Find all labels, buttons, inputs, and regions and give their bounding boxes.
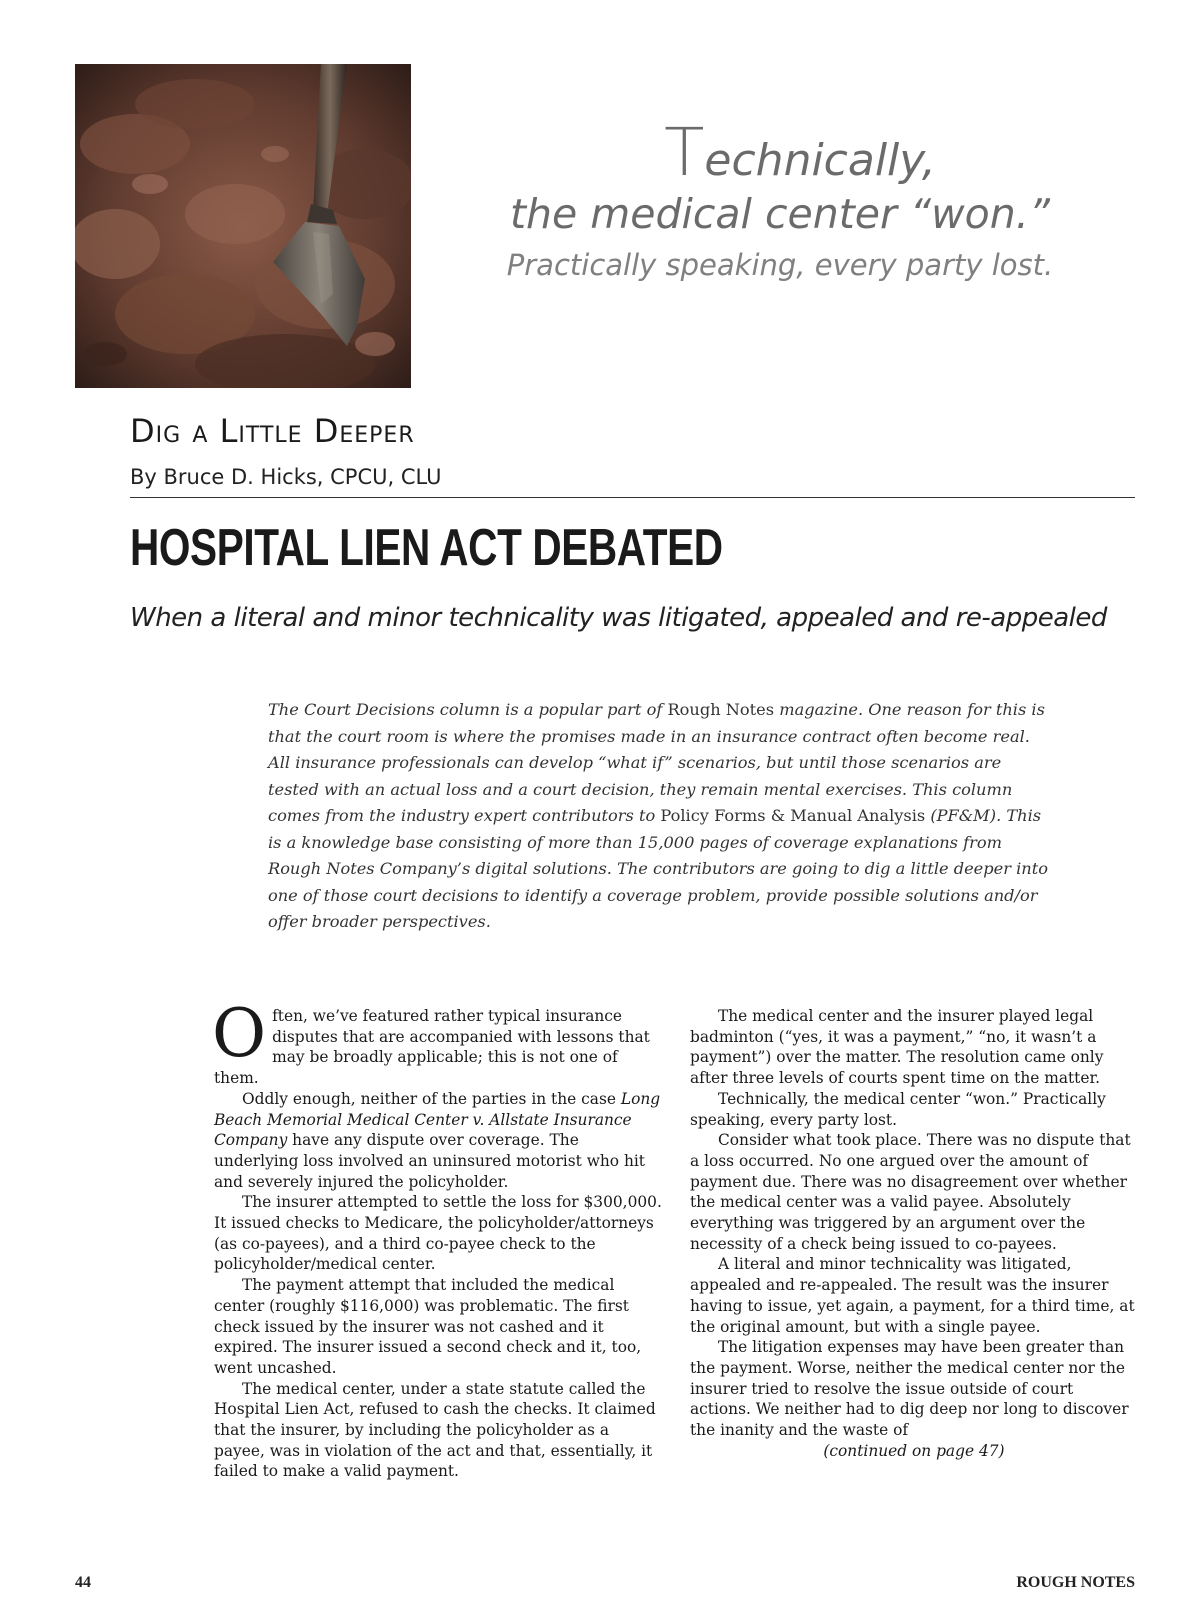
body-paragraph: The payment attempt that included the medical center (roughly $116,000) was problematic. The first check issued by the insurer was not cashed and it expired. The insurer issued a second check and it, too, went uncashed. xyxy=(214,1276,642,1377)
body-column-left xyxy=(212,995,662,1482)
deck-subheading: When a literal and minor technicality was litigated, appealed and re-appealed xyxy=(130,603,1107,633)
body-paragraph xyxy=(214,1089,662,1193)
body-paragraph: The insurer attempted to settle the loss for $300,000. It issued checks to Medicare, the policyholder/attorneys (as co-payees), and a third co-payee check to the policyholder/medical center. xyxy=(214,1193,662,1274)
pull-quote xyxy=(420,114,1140,288)
page-number: 44 xyxy=(75,1574,91,1591)
body-column-right xyxy=(690,1006,1138,1461)
headline: HOSPITAL LIEN ACT DEBATED xyxy=(130,519,723,577)
column-title: Dig a Little Deeper xyxy=(130,412,415,450)
shovel-in-dirt-photo xyxy=(75,64,411,388)
intro-text-3: (PF&M). This is a knowledge base consisting of more than 15,000 pages of coverage explanations from Rough Notes Company’s digital solutions. The contributors are going to dig a little deeper into one of those court decisions to identify a coverage problem, provide possible solutions and/or offer broader perspectives. xyxy=(268,806,1048,931)
body-text: ften, we’ve featured rather typical insurance disputes that are accompanied with lessons that may be broadly applicable; this is not one of them. xyxy=(214,1007,650,1088)
body-paragraph xyxy=(212,995,662,1089)
intro-rough-notes: Rough Notes xyxy=(667,700,775,719)
pull-quote-line-1 xyxy=(460,114,1140,191)
byline: By Bruce D. Hicks, CPCU, CLU xyxy=(130,465,442,489)
divider-rule xyxy=(130,497,1135,498)
pull-quote-initial: T xyxy=(664,114,705,191)
body-paragraph: The medical center and the insurer played legal badminton (“yes, it was a payment,” “no, it wasn’t a payment”) over the matter. The resolution came only after three levels of courts spent time on the matter. xyxy=(690,1007,1104,1088)
pull-quote-line-1-text: echnically, xyxy=(704,135,936,186)
intro-pfma: Policy Forms & Manual Analysis xyxy=(660,806,926,825)
pull-quote-line-2: the medical center “won.” xyxy=(509,190,1051,238)
drop-cap: O xyxy=(212,995,267,1072)
body-paragraph: Consider what took place. There was no dispute that a loss occurred. No one argued over the amount of payment due. There was no disagreement over whether the medical center was a valid payee. Absolutely everything was triggered by an argument over the necessity of a check being issued to co-payees. xyxy=(690,1131,1131,1253)
intro-text-1: The Court Decisions column is a popular part of xyxy=(268,700,668,719)
body-paragraph: The medical center, under a state statute called the Hospital Lien Act, refused to cash the checks. It claimed that the insurer, by including the policyholder as a payee, was in violation of the act and that, essentially, it failed to make a valid payment. xyxy=(214,1379,656,1481)
intro-text-2: magazine. One reason for this is that the court room is where the promises made in an insurance contract often become real. All insurance professionals can develop “what if” scenarios, but until those scenarios are tested with an actual loss and a court decision, they remain mental exercises. This column comes from the industry expert contributors to xyxy=(268,700,1045,825)
body-paragraph: Technically, the medical center “won.” Practically speaking, every party lost. xyxy=(690,1089,1106,1129)
body-paragraph: A literal and minor technicality was litigated, appealed and re-appealed. The result was the insurer having to issue, yet again, a payment, for a third time, at the original amount, but with a single payee. xyxy=(690,1255,1135,1336)
body-text: Oddly enough, neither of the parties in the case xyxy=(242,1089,621,1108)
case-name: Long Beach Memorial Medical Center v. Allstate Insurance Company xyxy=(214,1089,661,1150)
magazine-name: ROUGH NOTES xyxy=(1016,1574,1135,1591)
body-paragraph: The litigation expenses may have been greater than the payment. Worse, neither the medical center nor the insurer tried to resolve the issue outside of court actions. We neither had to dig deep nor long to discover the inanity and the waste of xyxy=(690,1338,1129,1440)
pull-quote-line-3: Practically speaking, every party lost. xyxy=(506,248,1054,282)
intro-paragraph xyxy=(268,697,1052,936)
continued-note: (continued on page 47) xyxy=(823,1441,1005,1460)
body-text: have any dispute over coverage. The underlying loss involved an uninsured motorist who hit and severely injured the policyholder. xyxy=(214,1131,645,1191)
